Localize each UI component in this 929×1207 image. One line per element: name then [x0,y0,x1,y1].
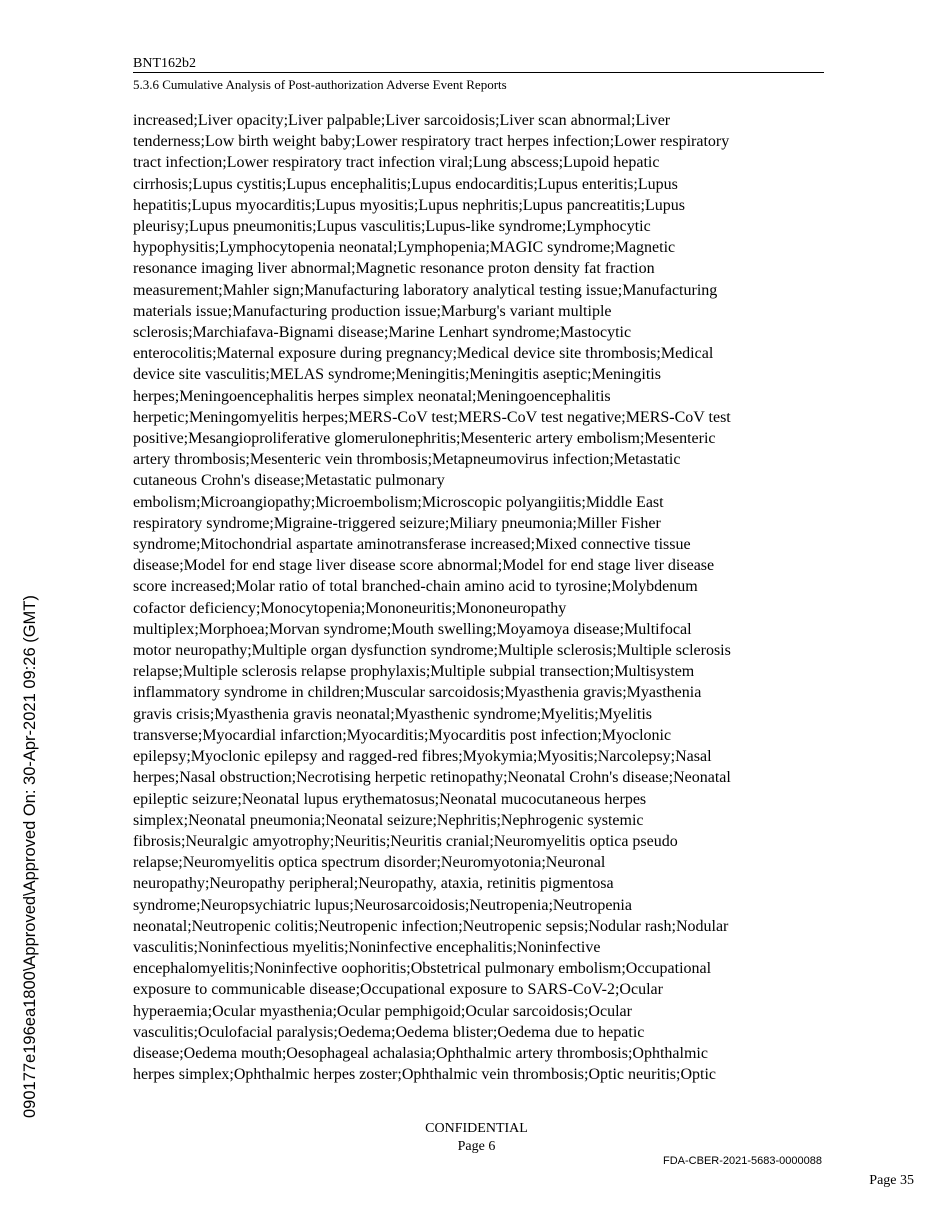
body-line: hyperaemia;Ocular myasthenia;Ocular pemphigoid;Ocular sarcoidosis;Ocular [133,1002,632,1020]
body-line: artery thrombosis;Mesenteric vein thrombosis;Metapneumovirus infection;Metastatic [133,451,681,469]
body-line: herpes simplex;Ophthalmic herpes zoster;Ophthalmic vein thrombosis;Optic neuritis;Optic [133,1066,716,1084]
body-line: inflammatory syndrome in children;Muscular sarcoidosis;Myasthenia gravis;Myasthenia [133,684,702,702]
body-line: hepatitis;Lupus myocarditis;Lupus myositis;Lupus nephritis;Lupus pancreatitis;Lupus [133,196,685,214]
body-line: hypophysitis;Lymphocytopenia neonatal;Lymphopenia;MAGIC syndrome;Magnetic [133,239,676,257]
body-line: epilepsy;Myoclonic epilepsy and ragged-red fibres;Myokymia;Myositis;Narcolepsy;Nasal [133,748,712,766]
body-text [133,110,825,1085]
body-line: pleurisy;Lupus pneumonitis;Lupus vasculitis;Lupus-like syndrome;Lymphocytic [133,218,651,236]
body-line: herpetic;Meningomyelitis herpes;MERS-CoV test;MERS-CoV test negative;MERS-CoV test [133,408,731,426]
body-line: herpes;Meningoencephalitis herpes simplex neonatal;Meningoencephalitis [133,387,611,405]
body-line: encephalomyelitis;Noninfective oophoritis;Obstetrical pulmonary embolism;Occupational [133,960,712,978]
body-line: vasculitis;Noninfectious myelitis;Noninfective encephalitis;Noninfective [133,938,601,956]
body-line: enterocolitis;Maternal exposure during pregnancy;Medical device site thrombosis;Medical [133,345,714,363]
body-line: cutaneous Crohn's disease;Metastatic pulmonary [133,472,445,490]
body-line: increased;Liver opacity;Liver palpable;Liver sarcoidosis;Liver scan abnormal;Liver [133,112,671,129]
body-line: neonatal;Neutropenic colitis;Neutropenic infection;Neutropenic sepsis;Nodular rash;Nodular [133,917,729,935]
body-line: fibrosis;Neuralgic amyotrophy;Neuritis;Neuritis cranial;Neuromyelitis optica pseudo [133,832,678,850]
header-rule [133,72,824,73]
body-line: device site vasculitis;MELAS syndrome;Meningitis;Meningitis aseptic;Meningitis [133,366,661,384]
body-line: syndrome;Mitochondrial aspartate aminotransferase increased;Mixed connective tissue [133,536,691,554]
body-line: embolism;Microangiopathy;Microembolism;Microscopic polyangiitis;Middle East [133,493,664,511]
page-number: Page 6 [457,1139,496,1154]
approval-stamp: 090177e196ea1800\Approved\Approved On: 30-Apr-2021 09:26 (GMT) [21,595,39,1118]
outer-page-number: Page 35 [869,1173,914,1188]
body-line: score increased;Molar ratio of total branched-chain amino acid to tyrosine;Molybdenum [133,578,698,596]
body-line: multiplex;Morphoea;Morvan syndrome;Mouth swelling;Moyamoya disease;Multifocal [133,620,692,638]
body-line: disease;Model for end stage liver disease score abnormal;Model for end stage liver disease [133,557,715,575]
body-line: motor neuropathy;Multiple organ dysfunction syndrome;Multiple sclerosis;Multiple sclerosis [133,642,731,660]
body-line: positive;Mesangioproliferative glomerulonephritis;Mesenteric artery embolism;Mesenteric [133,430,716,448]
body-line: relapse;Neuromyelitis optica spectrum disorder;Neuromyotonia;Neuronal [133,854,606,872]
body-line: tract infection;Lower respiratory tract infection viral;Lung abscess;Lupoid hepatic [133,154,660,172]
confidential-label: CONFIDENTIAL [425,1121,528,1136]
body-line: resonance imaging liver abnormal;Magnetic resonance proton density fat fraction [133,260,655,278]
body-line: syndrome;Neuropsychiatric lupus;Neurosarcoidosis;Neutropenia;Neutropenia [133,896,632,914]
body-line: gravis crisis;Myasthenia gravis neonatal;Myasthenic syndrome;Myelitis;Myelitis [133,705,653,723]
body-line: tenderness;Low birth weight baby;Lower respiratory tract herpes infection;Lower respiratory [133,133,730,151]
body-line: respiratory syndrome;Migraine-triggered seizure;Miliary pneumonia;Miller Fisher [133,514,661,532]
body-line: sclerosis;Marchiafava-Bignami disease;Marine Lenhart syndrome;Mastocytic [133,324,632,342]
body-line: herpes;Nasal obstruction;Necrotising herpetic retinopathy;Neonatal Crohn's disease;Neonatal [133,769,731,787]
body-line: neuropathy;Neuropathy peripheral;Neuropathy, ataxia, retinitis pigmentosa [133,875,614,893]
body-line: disease;Oedema mouth;Oesophageal achalasia;Ophthalmic artery thrombosis;Ophthalmic [133,1044,708,1062]
body-line: relapse;Multiple sclerosis relapse prophylaxis;Multiple subpial transection;Multisystem [133,663,695,681]
body-line: epileptic seizure;Neonatal lupus erythematosus;Neonatal mucocutaneous herpes [133,790,647,808]
fda-id: FDA-CBER-2021-5683-0000088 [663,1155,822,1167]
body-line: cirrhosis;Lupus cystitis;Lupus encephalitis;Lupus endocarditis;Lupus enteritis;Lupus [133,175,678,193]
header-section: 5.3.6 Cumulative Analysis of Post-authorization Adverse Event Reports [133,77,507,92]
body-line: cofactor deficiency;Monocytopenia;Mononeuritis;Mononeuropathy [133,599,567,617]
body-line: simplex;Neonatal pneumonia;Neonatal seizure;Nephritis;Nephrogenic systemic [133,811,644,829]
body-line: vasculitis;Oculofacial paralysis;Oedema;Oedema blister;Oedema due to hepatic [133,1023,645,1041]
header-product: BNT162b2 [133,56,196,71]
body-line: measurement;Mahler sign;Manufacturing laboratory analytical testing issue;Manufacturing [133,281,718,299]
body-line: exposure to communicable disease;Occupational exposure to SARS-CoV-2;Ocular [133,981,663,999]
body-line: materials issue;Manufacturing production issue;Marburg's variant multiple [133,302,612,320]
body-line: transverse;Myocardial infarction;Myocarditis;Myocarditis post infection;Myoclonic [133,726,672,744]
